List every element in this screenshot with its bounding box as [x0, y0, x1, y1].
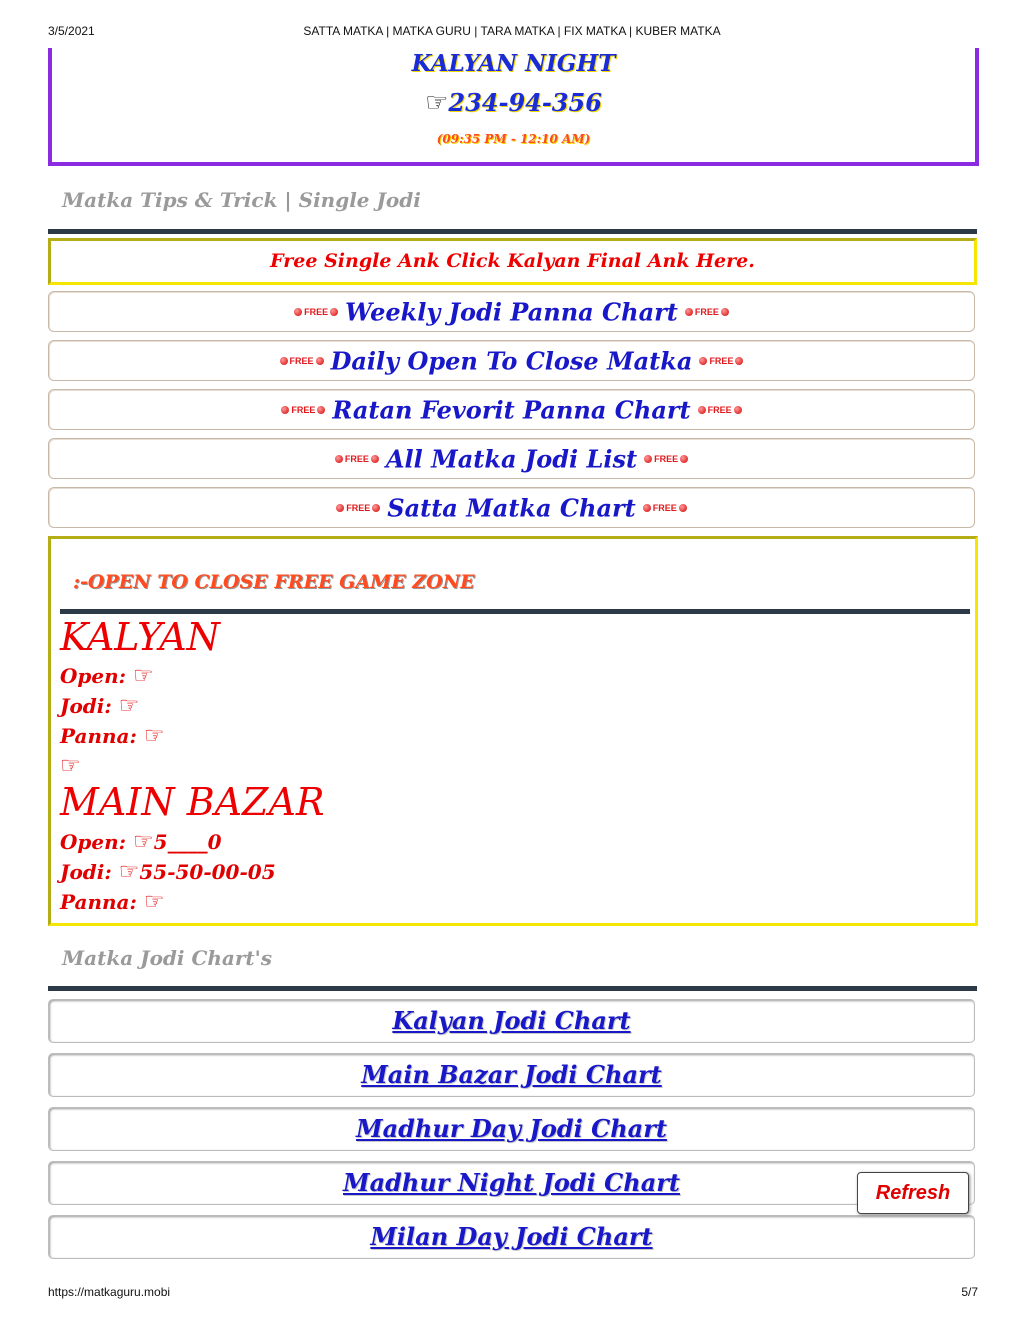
- tips-section-title: Matka Tips & Trick | Single Jodi: [62, 188, 421, 212]
- main-bazar-jodi-value: 55-50-00-05: [139, 860, 276, 884]
- charts-section-title: Matka Jodi Chart's: [62, 946, 273, 970]
- night-number-value: 234-94-356: [448, 88, 602, 117]
- kalyan-night-result-box: [48, 48, 979, 166]
- main-bazar-jodi-chart-link[interactable]: [48, 1053, 975, 1097]
- chart-link-label[interactable]: Main Bazar Jodi Chart: [361, 1060, 662, 1089]
- pointing-hand-icon: ☞: [143, 889, 165, 915]
- single-ank-banner[interactable]: [48, 238, 977, 285]
- single-ank-banner-text[interactable]: Free Single Ank Click Kalyan Final Ank Here.: [270, 250, 755, 272]
- pointing-hand-icon: ☞: [118, 693, 140, 719]
- satta-matka-chart-link[interactable]: [48, 487, 975, 528]
- free-badge-icon: FREE: [334, 502, 382, 514]
- night-result-number: [52, 88, 975, 118]
- main-bazar-panna-row: Panna: ☞: [60, 889, 165, 915]
- free-badge-icon: FREE: [279, 404, 327, 416]
- chart-link-label[interactable]: Madhur Day Jodi Chart: [356, 1114, 667, 1143]
- kalyan-panna-row: Panna: ☞: [60, 723, 165, 749]
- charts-divider: [48, 986, 977, 991]
- print-page-number: 5/7: [961, 1285, 978, 1299]
- kalyan-extra-row: [60, 753, 81, 779]
- kalyan-jodi-chart-link[interactable]: [48, 999, 975, 1043]
- night-market-time: (09:35 PM - 12:10 AM): [436, 132, 591, 146]
- kalyan-jodi-row: Jodi: ☞: [60, 693, 140, 719]
- free-badge-icon: FREE: [292, 306, 340, 318]
- game-zone-title: :-OPEN TO CLOSE FREE GAME ZONE: [73, 571, 475, 593]
- kalyan-open-row: Open: ☞: [60, 663, 154, 689]
- link-label[interactable]: Daily Open To Close Matka: [330, 346, 693, 376]
- milan-day-jodi-chart-link[interactable]: [48, 1215, 975, 1259]
- chart-link-label[interactable]: Kalyan Jodi Chart: [392, 1006, 631, 1035]
- weekly-jodi-panna-link[interactable]: [48, 291, 975, 332]
- free-badge-icon: FREE: [333, 453, 381, 465]
- refresh-button[interactable]: Refresh: [857, 1172, 969, 1214]
- link-label[interactable]: Ratan Fevorit Panna Chart: [332, 395, 691, 425]
- game-zone-divider: [60, 609, 970, 614]
- main-bazar-market-name: MAIN BAZAR: [60, 780, 325, 824]
- pointing-hand-icon: ☞: [143, 723, 165, 749]
- print-url: https://matkaguru.mobi: [48, 1285, 171, 1299]
- link-label[interactable]: Satta Matka Chart: [387, 493, 636, 523]
- pointing-hand-icon: ☞: [60, 753, 81, 779]
- link-label[interactable]: All Matka Jodi List: [385, 444, 638, 474]
- free-badge-icon: FREE: [697, 355, 745, 367]
- print-header: [0, 24, 1024, 40]
- main-bazar-open-value: 5____0: [153, 830, 222, 854]
- tips-divider: [48, 229, 977, 234]
- print-title: SATTA MATKA | MATKA GURU | TARA MATKA | FIX MATKA | KUBER MATKA: [303, 24, 721, 38]
- ratan-fevorit-panna-link[interactable]: [48, 389, 975, 430]
- main-bazar-jodi-row: Jodi: ☞55-50-00-05: [60, 859, 276, 885]
- free-badge-icon: FREE: [683, 306, 731, 318]
- free-badge-icon: FREE: [696, 404, 744, 416]
- pointing-hand-icon: ☞: [133, 829, 154, 855]
- chart-link-label[interactable]: Madhur Night Jodi Chart: [343, 1168, 680, 1197]
- print-footer: [0, 1285, 1024, 1301]
- free-badge-icon: FREE: [642, 453, 690, 465]
- free-game-zone: [48, 536, 978, 926]
- print-date: 3/5/2021: [48, 24, 95, 38]
- free-badge-icon: FREE: [278, 355, 326, 367]
- free-badge-icon: FREE: [641, 502, 689, 514]
- madhur-day-jodi-chart-link[interactable]: [48, 1107, 975, 1151]
- daily-open-close-link[interactable]: [48, 340, 975, 381]
- pointing-hand-icon: ☞: [425, 88, 449, 118]
- pointing-hand-icon: ☞: [118, 859, 140, 885]
- night-market-name: KALYAN NIGHT: [411, 50, 616, 77]
- kalyan-market-name: KALYAN: [60, 615, 220, 659]
- all-matka-jodi-list-link[interactable]: [48, 438, 975, 479]
- pointing-hand-icon: ☞: [133, 663, 154, 689]
- link-label[interactable]: Weekly Jodi Panna Chart: [345, 297, 678, 327]
- madhur-night-jodi-chart-link[interactable]: [48, 1161, 975, 1205]
- main-bazar-open-row: Open: ☞5____0: [60, 829, 222, 855]
- chart-link-label[interactable]: Milan Day Jodi Chart: [370, 1222, 653, 1251]
